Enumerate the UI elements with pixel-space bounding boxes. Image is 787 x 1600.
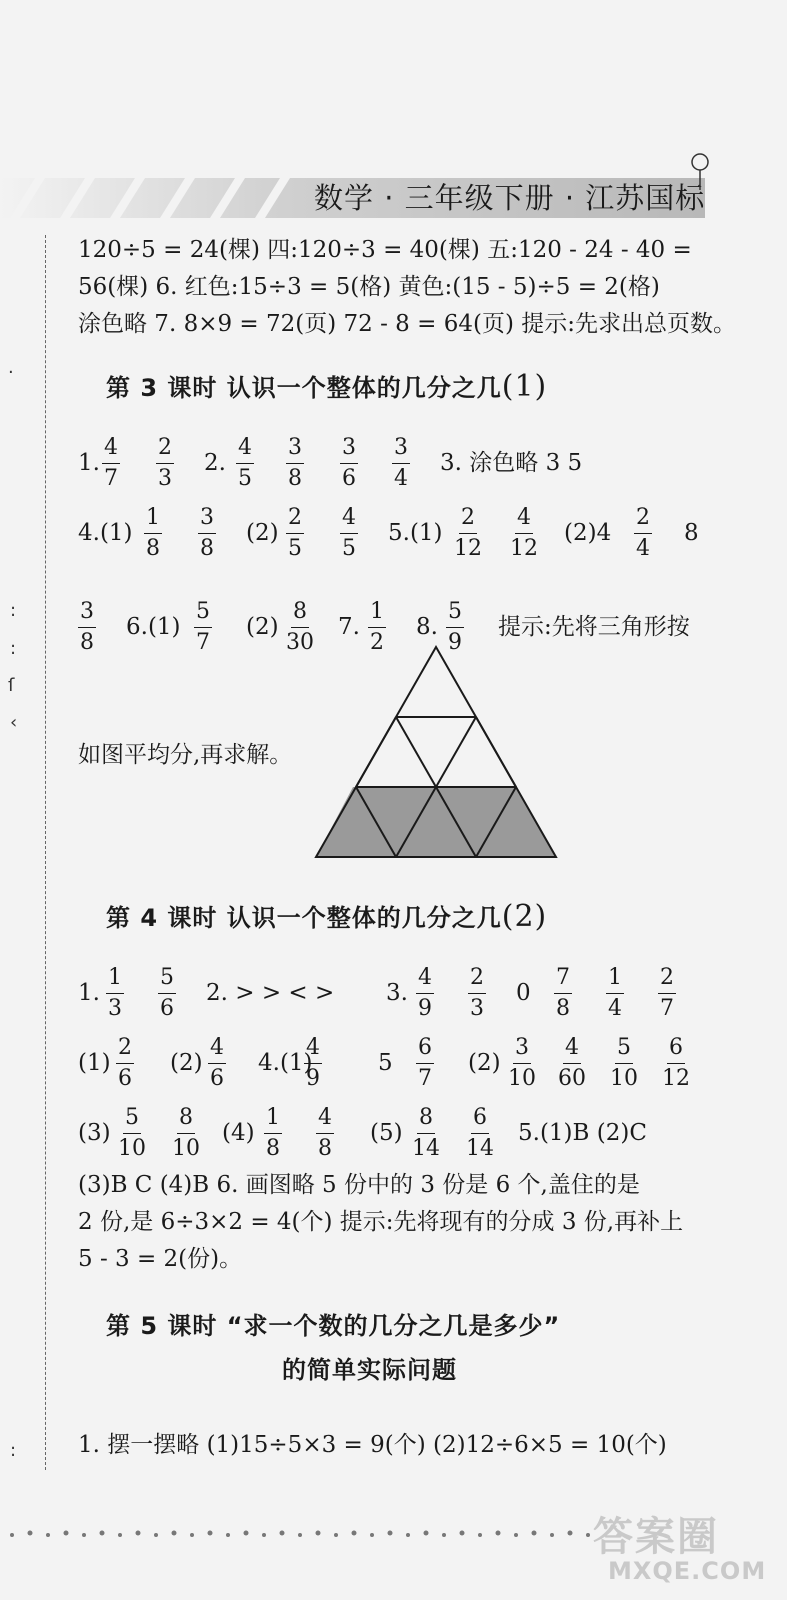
denominator: 8 [80,629,94,655]
shaded-region [316,787,556,857]
sub-question: (2) [170,1050,203,1076]
denominator: 10 [118,1135,146,1161]
numerator: 6 [471,1103,489,1134]
numerator: 1 [144,503,162,534]
denominator: 60 [558,1065,586,1091]
numerator: 2 [156,433,174,464]
answer-text: 0 [516,980,531,1006]
margin-mark: ſ [8,675,15,696]
sub-question: (2) [246,614,279,640]
sub-question: (1) [78,1050,111,1076]
margin-mark: ‹ [10,712,18,733]
denominator: 7 [196,629,210,655]
question-number: 3. [386,980,408,1006]
watermark-logo: 答案圈 [593,1514,719,1560]
numerator: 8 [417,1103,435,1134]
sub-question: (4) [222,1120,255,1146]
fraction [316,1098,334,1168]
denominator: 9 [418,995,432,1021]
denominator: 3 [108,995,122,1021]
numerator: 4 [563,1033,581,1064]
denominator: 8 [266,1135,280,1161]
fraction [304,1028,322,1098]
fraction [554,958,572,1028]
watermark-url: MXQE.COM [608,1557,767,1585]
numerator: 2 [459,503,477,534]
fraction [158,958,176,1028]
answer-text: 5 [378,1050,393,1076]
numerator: 5 [615,1033,633,1064]
numerator: 2 [658,963,676,994]
fraction [508,498,540,568]
sub-question: (2) [246,520,279,546]
answer-line: 1. 摆一摆略 (1)15÷5×3 = 9(个) (2)12÷6×5 = 10(个) [78,1432,667,1458]
numerator: 2 [116,1033,134,1064]
lesson-3-title [106,368,547,404]
numerator: 1 [106,963,124,994]
numerator: 8 [177,1103,195,1134]
margin-mark: : [10,1440,17,1461]
fraction [106,958,124,1028]
fraction [340,498,358,568]
denominator: 10 [610,1065,638,1091]
denominator: 7 [104,465,118,491]
fraction [468,958,486,1028]
denominator: 2 [370,629,384,655]
denominator: 14 [466,1135,494,1161]
answer-line: 56(棵) 6. 红色:15÷3 = 5(格) 黄色:(15 - 5)÷5 = 2(格) [78,274,660,300]
answer-line: 5 - 3 = 2(份)。 [78,1246,243,1272]
answer-line: 120÷5 = 24(棵) 四:120÷3 = 40(棵) 五:120 - 24 - 40 = [78,237,692,263]
denominator: 5 [238,465,252,491]
question-number: 1. [78,980,100,1006]
margin-mark: · [8,362,14,383]
denominator: 12 [454,535,482,561]
fraction [660,1028,692,1098]
numerator: 4 [416,963,434,994]
hint-text: 如图平均分,再求解。 [78,742,293,768]
denominator: 10 [172,1135,200,1161]
fraction [144,498,162,568]
answer-line: (3)B C (4)B 6. 画图略 5 份中的 3 份是 6 个,盖住的是 [78,1172,640,1198]
question-number: 2. [204,450,226,476]
denominator: 5 [288,535,302,561]
sub-question: (2) [468,1050,501,1076]
numerator: 5 [158,963,176,994]
denominator: 6 [210,1065,224,1091]
lesson-title-text: 第 3 课时 认识一个整体的几分之几 [106,374,502,402]
fraction [410,1098,442,1168]
numerator: 5 [446,597,464,628]
binding-dashed-line [45,235,46,1470]
hint-text: 提示:先将三角形按 [498,614,690,640]
fraction [658,958,676,1028]
numerator: 7 [554,963,572,994]
lesson-5-title-line-2: 的简单实际问题 [282,1356,457,1384]
lesson-5-title: 第 5 课时 “求一个数的几分之几是多少” [106,1312,561,1340]
denominator: 12 [510,535,538,561]
answer-text: 2. > > < > [206,980,335,1006]
fraction [556,1028,588,1098]
sub-question: (3) [78,1120,111,1146]
numerator: 4 [340,503,358,534]
numerator: 4 [208,1033,226,1064]
numerator: 6 [416,1033,434,1064]
fraction [194,592,212,662]
fraction [102,428,120,498]
fraction [284,592,316,662]
fraction [452,498,484,568]
denominator: 9 [306,1065,320,1091]
denominator: 8 [318,1135,332,1161]
numerator: 3 [340,433,358,464]
numerator: 4 [316,1103,334,1134]
denominator: 30 [286,629,314,655]
lesson-title-text: 第 4 课时 认识一个整体的几分之几 [106,904,502,932]
denominator: 4 [394,465,408,491]
fraction [464,1098,496,1168]
denominator: 12 [662,1065,690,1091]
margin-mark: : [10,600,17,621]
fraction [606,958,624,1028]
numerator: 3 [198,503,216,534]
denominator: 5 [342,535,356,561]
denominator: 8 [200,535,214,561]
header-title: 数学 · 三年级下册 · 江苏国标 [314,181,706,215]
denominator: 14 [412,1135,440,1161]
fraction [264,1098,282,1168]
numerator: 5 [194,597,212,628]
fraction [156,428,174,498]
fraction [78,592,96,662]
numerator: 5 [123,1103,141,1134]
denominator: 8 [288,465,302,491]
fraction [340,428,358,498]
numerator: 1 [368,597,386,628]
denominator: 7 [418,1065,432,1091]
question-number: 8. [416,614,438,640]
fraction [170,1098,202,1168]
denominator: 4 [636,535,650,561]
numerator: 1 [264,1103,282,1134]
lesson-title-number: (1) [501,369,548,404]
question-number: 1. [78,450,100,476]
denominator: 3 [470,995,484,1021]
denominator: 6 [160,995,174,1021]
fraction [506,1028,538,1098]
answer-line: 2 份,是 6÷3×2 = 4(个) 提示:先将现有的分成 3 份,再补上 [78,1209,684,1235]
numerator: 2 [468,963,486,994]
lesson-4-title [106,898,547,934]
answer-text: 8 [684,520,699,546]
denominator: 9 [448,629,462,655]
denominator: 6 [342,465,356,491]
watermark [593,1505,767,1585]
answer-text: 5.(1)B (2)C [518,1120,647,1146]
numerator: 4 [304,1033,322,1064]
fraction [198,498,216,568]
fraction [116,1098,148,1168]
numerator: 6 [667,1033,685,1064]
fraction [416,1028,434,1098]
fraction [634,498,652,568]
sub-question: (2)4 [564,520,612,546]
numerator: 3 [513,1033,531,1064]
fraction [236,428,254,498]
fraction [286,498,304,568]
denominator: 8 [146,535,160,561]
triangle-figure [313,645,559,859]
question-number: 4.(1) [78,520,133,546]
lesson-title-number: (2) [501,899,548,934]
numerator: 2 [634,503,652,534]
fraction [608,1028,640,1098]
corner-ornament-icon [688,150,712,190]
denominator: 7 [660,995,674,1021]
answer-line: 涂色略 7. 8×9 = 72(页) 72 - 8 = 64(页) 提示:先求出总页数。 [78,311,736,337]
numerator: 3 [392,433,410,464]
fraction [116,1028,134,1098]
question-number: 4.(1) [258,1050,313,1076]
denominator: 6 [118,1065,132,1091]
answer-text: 3. 涂色略 3 5 [440,450,583,476]
denominator: 4 [608,995,622,1021]
question-number: 5.(1) [388,520,443,546]
denominator: 3 [158,465,172,491]
numerator: 4 [236,433,254,464]
numerator: 8 [291,597,309,628]
question-number: 7. [338,614,360,640]
fraction [392,428,410,498]
margin-mark: : [10,638,17,659]
numerator: 2 [286,503,304,534]
denominator: 10 [508,1065,536,1091]
denominator: 8 [556,995,570,1021]
numerator: 1 [606,963,624,994]
numerator: 3 [286,433,304,464]
fraction [416,958,434,1028]
question-number: 6.(1) [126,614,181,640]
numerator: 4 [515,503,533,534]
fraction [208,1028,226,1098]
sub-question: (5) [370,1120,403,1146]
numerator: 4 [102,433,120,464]
fraction [286,428,304,498]
numerator: 3 [78,597,96,628]
